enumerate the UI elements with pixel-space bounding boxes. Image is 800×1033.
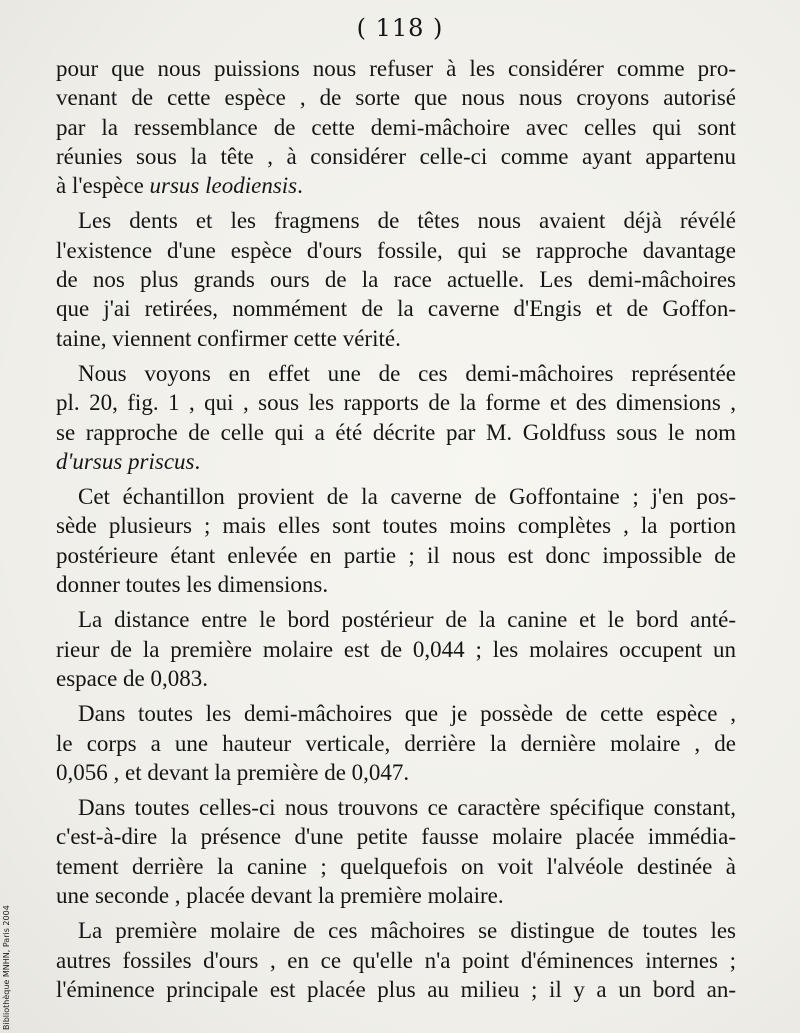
paragraph [56,699,736,787]
text-line: La distance entre le bord postérieur de la canine et le bord anté- [78,607,736,633]
text-line: de nos plus grands ours de la race actuelle. Les demi-mâchoires [56,267,736,293]
text-line: 0,056 , et devant la première de 0,047. [56,759,410,785]
text-line: que j'ai retirées, nommément de la caverne d'Engis et de Goffon- [56,296,736,322]
text-line: réunies sous la tête , à considérer celle-ci comme ayant appartenu [56,143,736,169]
text-line: tement derrière la canine ; quelquefois on voit l'alvéole destinée à [56,853,736,879]
text-line: pl. 20, fig. 1 , qui , sous les rapports de la forme et des dimensions , [56,390,736,416]
text-line: donner toutes les dimensions. [56,572,329,598]
text-line: Dans toutes les demi-mâchoires que je possède de cette espèce , [78,701,736,727]
text-line: taine, viennent confirmer cette vérité. [56,325,401,351]
text-line: se rapproche de celle qui a été décrite par M. Goldfuss sous le nom [56,419,736,445]
text-line: espace de 0,083. [56,665,208,691]
italic-term: ursus leodiensis [149,173,298,199]
paragraph [56,206,736,352]
text-line: postérieure étant enlevée en partie ; il nous est donc impossible de [56,542,736,568]
paragraph [56,793,736,910]
text-line: Nous voyons en effet une de ces demi-mâchoires représentée [78,360,736,386]
paragraph [56,482,736,599]
body-text [56,54,736,1010]
text-line: d'ursus priscus. [56,448,201,474]
paragraph [56,359,736,476]
paragraph [56,605,736,693]
text-line: La première molaire de ces mâchoires se distingue de toutes les [78,918,736,944]
text-line: venant de cette espèce , de sorte que nous nous croyons autorisé [56,85,736,111]
text-line: à l'espèce ursus leodiensis. [56,173,303,199]
paragraph [56,54,736,200]
text-line: pour que nous puissions nous refuser à les considérer comme pro- [56,56,736,81]
paragraph [56,916,736,1004]
text-line: par la ressemblance de cette demi-mâchoire avec celles qui sont [56,114,736,140]
page-number: ( 118 ) [356,14,444,42]
italic-term: d'ursus priscus [56,448,195,474]
text-line: rieur de la première molaire est de 0,044 ; les molaires occupent un [56,636,736,662]
text-line: Dans toutes celles-ci nous trouvons ce caractère spécifique constant, [78,795,736,821]
text-line: une seconde , placée devant la première molaire. [56,883,504,909]
text-line: l'existence d'une espèce d'ours fossile, qui se rapproche davantage [56,237,736,263]
text-line: sède plusieurs ; mais elles sont toutes moins complètes , la portion [56,513,736,539]
text-line: autres fossiles d'ours , en ce qu'elle n'a point d'éminences internes ; [56,947,736,973]
text-line: c'est-à-dire la présence d'une petite fausse molaire placée immédia- [56,824,736,850]
library-stamp: Bibliothèque MNHN, Paris 2004 [2,905,11,1030]
text-line: le corps a une hauteur verticale, derrière la dernière molaire , de [56,730,736,756]
text-line: Les dents et les fragmens de têtes nous avaient déjà révélé [78,208,736,234]
text-line: l'éminence principale est placée plus au milieu ; il y a un bord an- [56,976,736,1002]
text-line: Cet échantillon provient de la caverne de Goffontaine ; j'en pos- [78,484,736,510]
